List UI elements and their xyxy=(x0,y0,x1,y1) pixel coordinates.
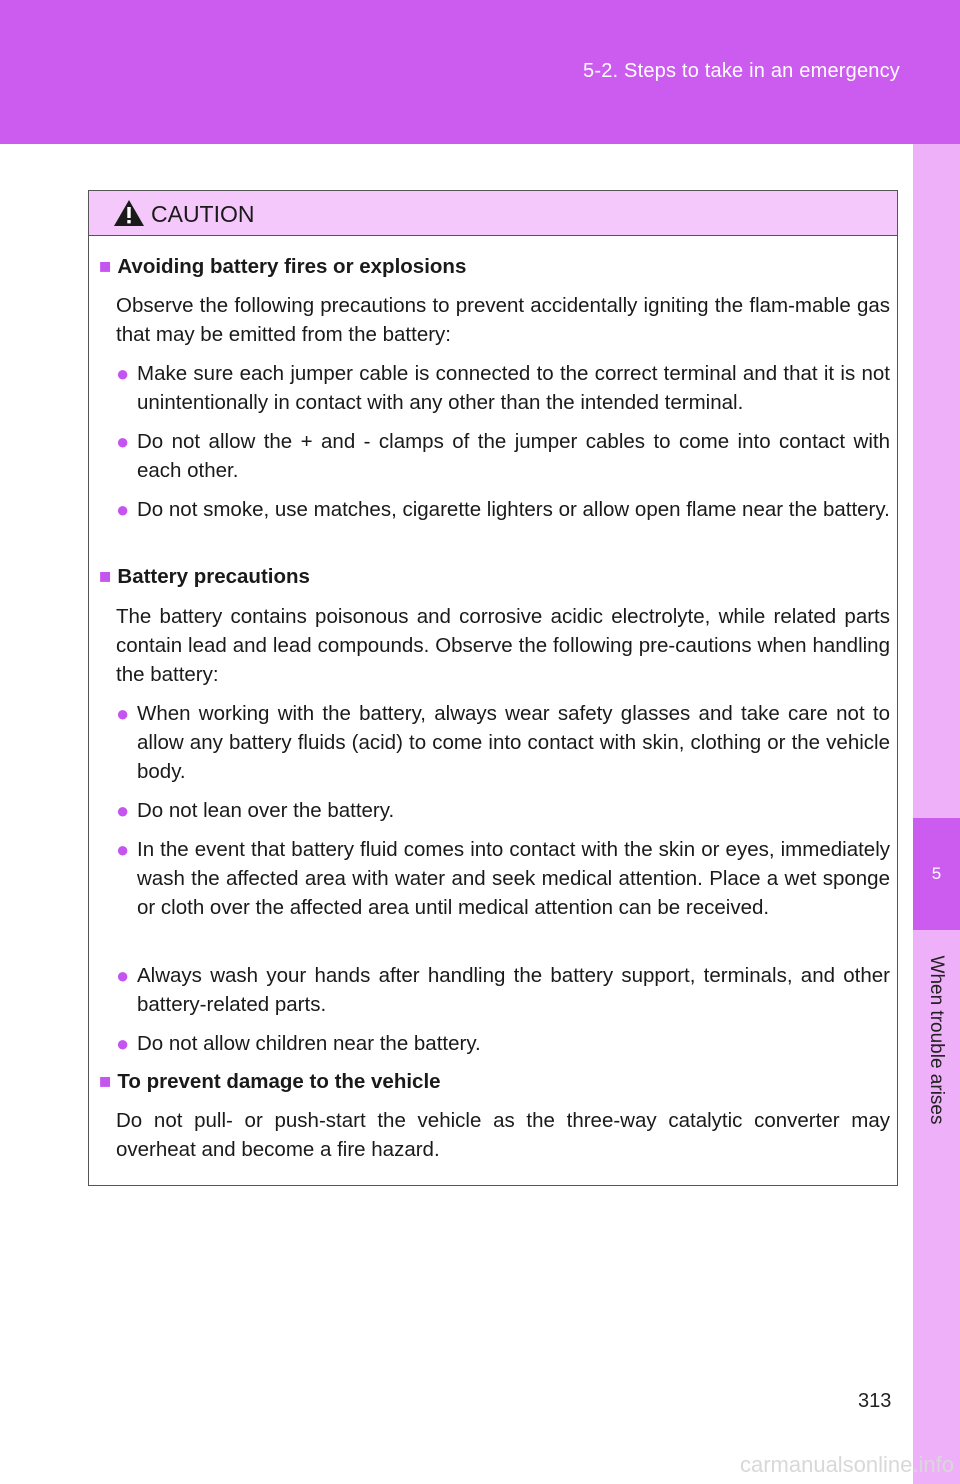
square-bullet-icon: ■ xyxy=(99,255,112,278)
section-title: 5-2. Steps to take in an emergency xyxy=(583,60,900,82)
list-item: ● In the event that battery fluid comes into contact with the skin or eyes, immediately wash the affected area with water and seek medical attention. Place a wet sponge or cloth over the affected area until medical attention can be received. xyxy=(116,837,890,919)
chapter-label: When trouble arises xyxy=(926,955,947,1125)
circle-bullet-icon: ● xyxy=(116,963,130,988)
list-item: ● Do not lean over the battery. xyxy=(116,798,395,823)
circle-bullet-icon: ● xyxy=(116,361,130,386)
circle-bullet-icon: ● xyxy=(116,1031,130,1056)
circle-bullet-icon: ● xyxy=(116,798,130,823)
caution-header xyxy=(89,191,897,236)
circle-bullet-icon: ● xyxy=(116,701,130,726)
warning-triangle-icon xyxy=(113,199,145,227)
list-item: ● Always wash your hands after handling the battery support, terminals, and other battery-related parts. xyxy=(116,963,890,1016)
square-bullet-icon: ■ xyxy=(99,565,112,588)
circle-bullet-icon: ● xyxy=(116,497,130,522)
list-item: ● Do not smoke, use matches, cigarette lighters or allow open flame near the battery. xyxy=(116,497,890,522)
watermark: carmanualsonline.info xyxy=(739,1452,954,1477)
section-paragraph: Do not pull- or push-start the vehicle as the three-way catalytic converter may overheat and become a fire hazard. xyxy=(116,1109,890,1161)
list-item: ● Make sure each jumper cable is connected to the correct terminal and that it is not unintentionally in contact with any other than the intended terminal. xyxy=(116,361,890,414)
chapter-number: 5 xyxy=(913,818,960,930)
side-tab xyxy=(913,144,960,1484)
caution-box xyxy=(88,190,898,1186)
section-heading: ■ Battery precautions xyxy=(99,565,310,588)
section-paragraph: The battery contains poisonous and corrosive acidic electrolyte, while related parts contain lead and lead compounds. Observe the following pre-cautions when handling the battery: xyxy=(116,605,890,686)
list-item: ● Do not allow children near the battery. xyxy=(116,1031,481,1056)
section-heading: ■ To prevent damage to the vehicle xyxy=(99,1070,441,1093)
list-item: ● Do not allow the + and - clamps of the jumper cables to come into contact with each other. xyxy=(116,429,890,482)
circle-bullet-icon: ● xyxy=(116,429,130,454)
section-heading: ■ Avoiding battery fires or explosions xyxy=(99,255,467,278)
square-bullet-icon: ■ xyxy=(99,1070,112,1093)
circle-bullet-icon: ● xyxy=(116,837,130,862)
page-number: 313 xyxy=(858,1390,892,1412)
section-paragraph: Observe the following precautions to prevent accidentally igniting the flam-mable gas that may be emitted from the battery: xyxy=(116,294,890,346)
list-item: ● When working with the battery, always wear safety glasses and take care not to allow any battery fluids (acid) to come into contact with skin, clothing or the vehicle body. xyxy=(116,701,890,783)
caution-title: CAUTION xyxy=(151,201,255,227)
page-header xyxy=(0,0,960,144)
